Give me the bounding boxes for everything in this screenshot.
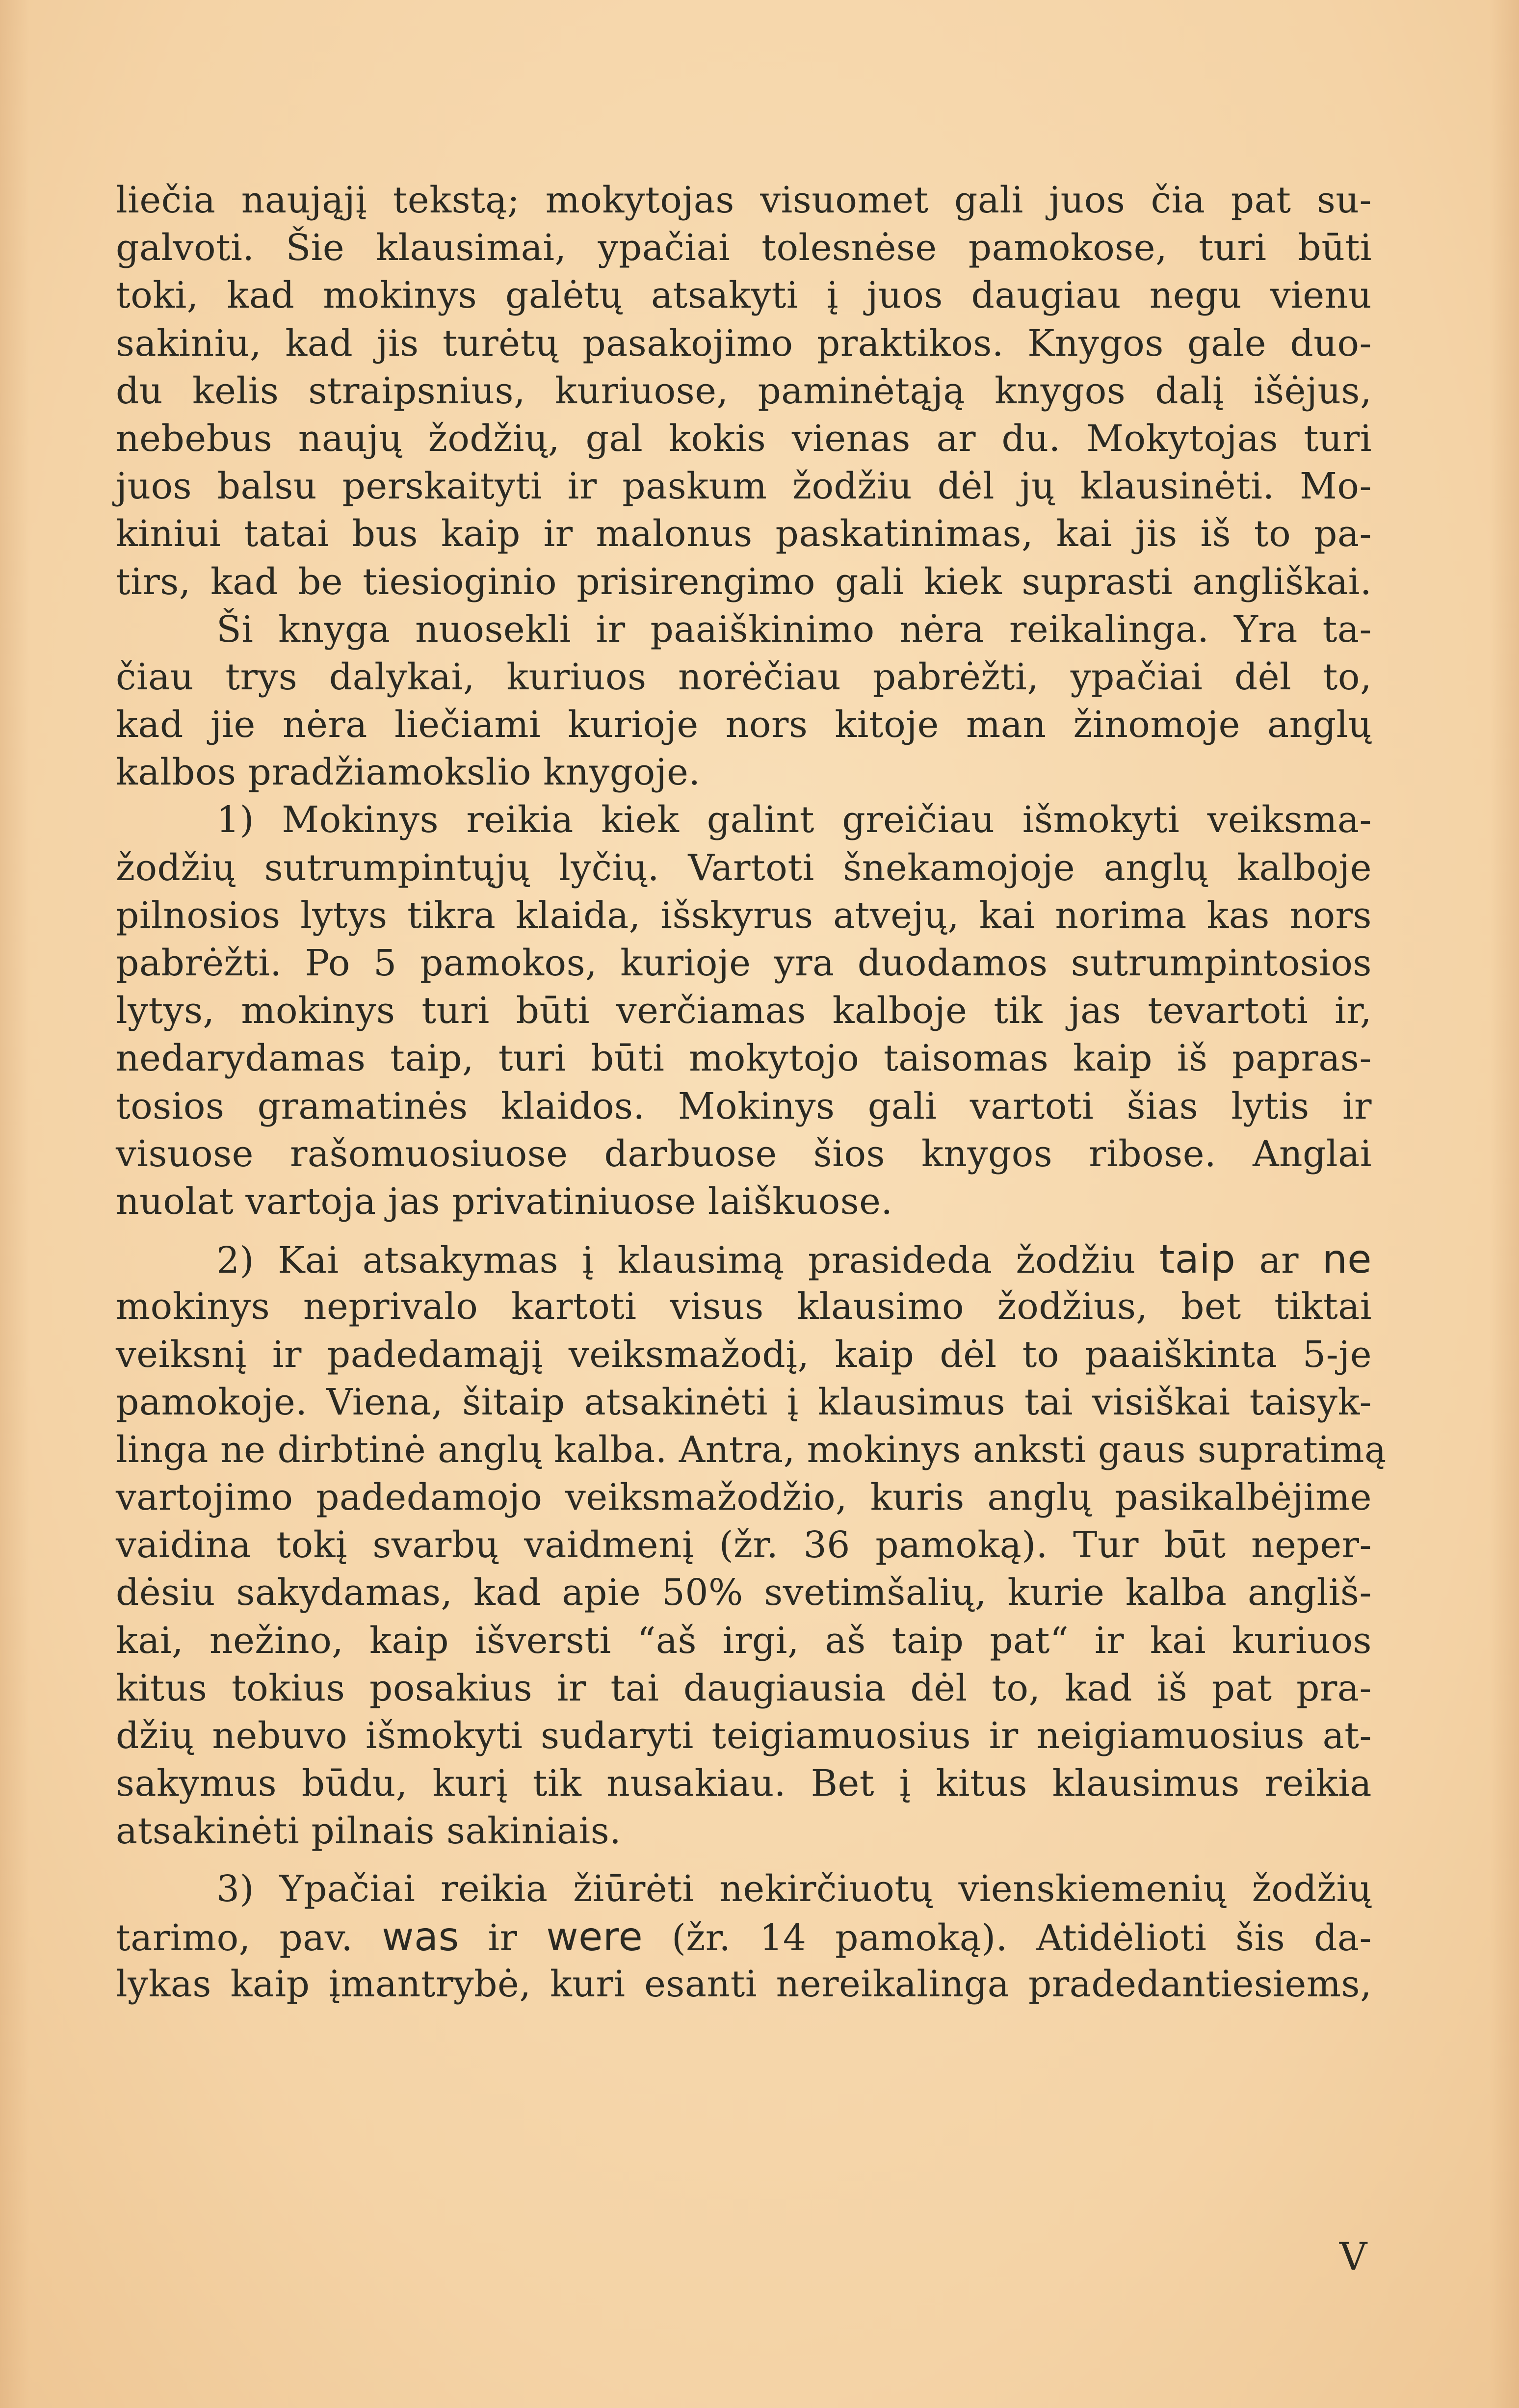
text-line: sakymus būdu, kurį tik nusakiau. Bet į kitus klausimus reikia <box>116 1762 1372 1805</box>
paragraph-start-line: Ši knyga nuosekli ir paaiškinimo nėra reikalinga. Yra ta- <box>216 608 1372 651</box>
text-line: vartojimo padedamojo veiksmažodžio, kuris anglų pasikalbėjime <box>116 1476 1372 1519</box>
text-run: (žr. 14 pamoką). Atidėlioti šis da- <box>643 1916 1372 1959</box>
text-line: kai, nežino, kaip išversti “aš irgi, aš taip pat“ ir kai kuriuos <box>116 1619 1372 1662</box>
text-line: veiksnį ir padedamąjį veiksmažodį, kaip dėl to paaiškinta 5-je <box>116 1333 1372 1376</box>
text-line: linga ne dirbtinė anglų kalba. Antra, mokinys anksti gaus supratimą <box>116 1428 1387 1471</box>
text-line: tirs, kad be tiesioginio prisirengimo gali kiek suprasti angliškai. <box>116 560 1372 603</box>
text-line: lytys, mokinys turi būti verčiamas kalboje tik jas tevartoti ir, <box>116 990 1372 1032</box>
text-line: tosios gramatinės klaidos. Mokinys gali vartoti šias lytis ir <box>116 1085 1372 1127</box>
text-line: pabrėžti. Po 5 pamokos, kurioje yra duodamos sutrumpintosios <box>116 942 1372 984</box>
text-line: pilnosios lytys tikra klaida, išskyrus atvejų, kai norima kas nors <box>116 894 1372 937</box>
text-line: pamokoje. Viena, šitaip atsakinėti į klausimus tai visiškai taisyk- <box>116 1381 1372 1423</box>
text-line-with-english-words <box>116 1913 1372 1961</box>
text-line: žodžių sutrumpintųjų lyčių. Vartoti šnekamojoje anglų kalboje <box>116 846 1372 889</box>
text-line: mokinys neprivalo kartoti visus klausimo žodžius, bet tiktai <box>116 1285 1372 1328</box>
text-line: kad jie nėra liečiami kurioje nors kitoje man žinomoje anglų <box>116 704 1372 746</box>
text-line: kitus tokius posakius ir tai daugiausia dėl to, kad iš pat pra- <box>116 1667 1372 1709</box>
page-number: V <box>1339 2235 1367 2279</box>
text-line: toki, kad mokinys galėtų atsakyti į juos daugiau negu vienu <box>116 274 1372 317</box>
text-run: 2) Kai atsakymas į klausimą prasideda žodžiu <box>216 1239 1159 1282</box>
text-line: juos balsu perskaityti ir paskum žodžiu dėl jų klausinėti. Mo- <box>116 465 1372 508</box>
list-item-1-start: 1) Mokinys reikia kiek galint greičiau išmokyti veiksma- <box>216 799 1372 841</box>
text-line: nedarydamas taip, turi būti mokytojo taisomas kaip iš papras- <box>116 1037 1372 1080</box>
text-line: dėsiu sakydamas, kad apie 50% svetimšalių, kurie kalba angliš- <box>116 1571 1372 1614</box>
body-text <box>116 177 1387 2008</box>
text-line: liečia naująjį tekstą; mokytojas visuomet gali juos čia pat su- <box>116 179 1372 221</box>
paragraph-end-line: nuolat vartoja jas privatiniuose laiškuose. <box>116 1180 893 1223</box>
list-item-3-start: 3) Ypačiai reikia žiūrėti nekirčiuotų vienskiemenių žodžių <box>216 1867 1372 1910</box>
text-line: du kelis straipsnius, kuriuose, paminėtąją knygos dalį išėjus, <box>116 369 1372 412</box>
emphasized-word-were: were <box>546 1913 643 1960</box>
text-line: čiau trys dalykai, kuriuos norėčiau pabrėžti, ypačiai dėl to, <box>116 655 1372 698</box>
paragraph-end-line: atsakinėti pilnais sakiniais. <box>116 1810 622 1853</box>
page-edge-left <box>0 0 29 2408</box>
text-line: galvoti. Šie klausimai, ypačiai tolesnėse pamokose, turi būti <box>116 227 1372 269</box>
text-run: ar <box>1235 1239 1323 1282</box>
text-run: ir <box>459 1916 547 1959</box>
text-run: tarimo, pav. <box>116 1916 382 1959</box>
emphasized-word-was: was <box>382 1913 459 1960</box>
text-line: sakiniu, kad jis turėtų pasakojimo praktikos. Knygos gale duo- <box>116 322 1372 365</box>
paragraph-end-line: kalbos pradžiamokslio knygoje. <box>116 751 701 794</box>
text-line: džių nebuvo išmokyti sudaryti teigiamuosius ir neigiamuosius at- <box>116 1715 1372 1757</box>
text-line: vaidina tokį svarbų vaidmenį (žr. 36 pamoką). Tur būt neper- <box>116 1524 1372 1567</box>
text-line: visuose rašomuosiuose darbuose šios knygos ribose. Anglai <box>116 1132 1372 1175</box>
page-edge-right <box>1490 0 1519 2408</box>
text-line: nebebus naujų žodžių, gal kokis vienas ar du. Mokytojas turi <box>116 417 1372 460</box>
emphasized-word-ne: ne <box>1322 1236 1372 1283</box>
text-line: kiniui tatai bus kaip ir malonus paskatinimas, kai jis iš to pa- <box>116 513 1372 555</box>
list-item-2-start <box>116 1235 1372 1283</box>
text-line: lykas kaip įmantrybė, kuri esanti nereikalinga pradedantiesiems, <box>116 1963 1372 2005</box>
emphasized-word-taip: taip <box>1159 1236 1236 1283</box>
